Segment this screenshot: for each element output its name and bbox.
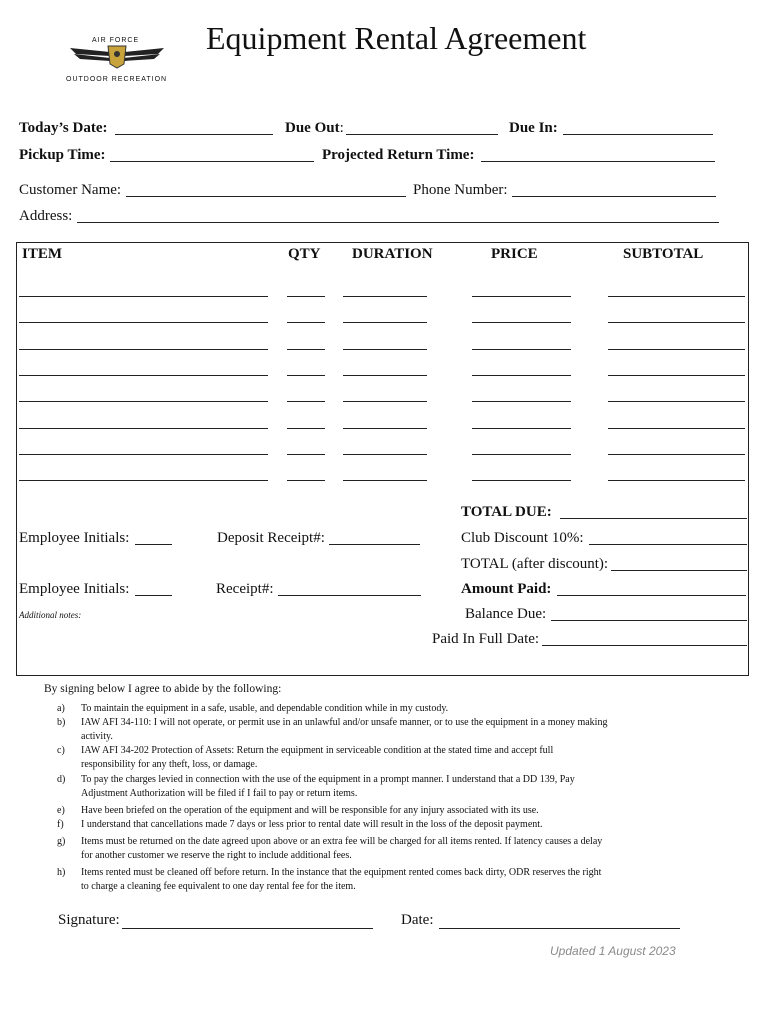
row-8-qty-field[interactable]: [287, 480, 325, 481]
phone-number-field[interactable]: [512, 196, 716, 197]
term-text-line: for another customer we reserve the right to include additional fees.: [81, 849, 352, 861]
deposit-receipt-field[interactable]: [329, 544, 420, 545]
term-item: [57, 818, 697, 832]
term-item: [57, 835, 697, 862]
pickup-time-field[interactable]: [110, 161, 314, 162]
due-out-label: Due Out:: [285, 120, 344, 136]
row-6-qty-field[interactable]: [287, 428, 325, 429]
signature-row: [58, 912, 120, 929]
term-item: [57, 716, 697, 743]
row-6-item-field[interactable]: [19, 428, 268, 429]
row-5-qty-field[interactable]: [287, 401, 325, 402]
row-7-subtotal-field[interactable]: [608, 454, 745, 455]
club-discount-field[interactable]: [589, 544, 747, 545]
logo-top-text: AIR FORCE: [92, 37, 140, 44]
employee-initials-field-1[interactable]: [135, 544, 172, 545]
todays-date-field[interactable]: [115, 134, 273, 135]
row-1-duration-field[interactable]: [343, 296, 427, 297]
total-after-discount-field[interactable]: [611, 570, 747, 571]
term-text-line: To maintain the equipment in a safe, usable, and dependable condition while in my custody.: [81, 703, 449, 714]
employee-initials-field-2[interactable]: [135, 595, 172, 596]
term-text-line: IAW AFI 34-202 Protection of Assets: Return the equipment in serviceable condition at the stated time and accept full: [81, 745, 554, 756]
rental-items-box: [16, 242, 749, 676]
date-field[interactable]: [439, 928, 680, 929]
term-item: [57, 744, 697, 771]
col-header-item: ITEM: [22, 246, 63, 262]
term-text-line: Items must be returned on the date agreed upon above or an extra fee will be charged for all items rented. If latency causes a delay: [81, 836, 603, 847]
customer-name-field[interactable]: [126, 196, 406, 197]
row-3-qty-field[interactable]: [287, 349, 325, 350]
term-text-line: I understand that cancellations made 7 days or less prior to rental date will result in the loss of the deposit payment.: [81, 819, 543, 830]
col-header-price: PRICE: [491, 246, 538, 262]
term-label: b): [57, 717, 66, 728]
page-title: Equipment Rental Agreement: [206, 20, 587, 56]
logo-bottom-text: OUTDOOR RECREATION: [66, 76, 168, 83]
term-text-line: To pay the charges levied in connection with the use of the equipment in a prompt manner. I understand that a DD 139, Pay: [81, 774, 575, 785]
term-text: [81, 744, 691, 771]
additional-notes-label: Additional notes:: [19, 610, 82, 620]
row-1-price-field[interactable]: [472, 296, 571, 297]
row-7-item-field[interactable]: [19, 454, 268, 455]
paid-in-full-date-label: Paid In Full Date:: [432, 631, 540, 647]
term-label: c): [57, 745, 65, 756]
row-1-qty-field[interactable]: [287, 296, 325, 297]
term-text: [81, 866, 691, 893]
due-in-label: Due In:: [509, 120, 558, 136]
term-text-line: Adjustment Authorization will be filed if I fail to pay or return items.: [81, 787, 358, 799]
term-label: a): [57, 703, 65, 714]
total-due-label: TOTAL DUE:: [461, 504, 552, 520]
col-header-duration: DURATION: [352, 246, 433, 262]
row-5-item-field[interactable]: [19, 401, 268, 402]
address-field[interactable]: [77, 222, 719, 223]
todays-date-label: Today’s Date:: [19, 120, 108, 136]
row-4-qty-field[interactable]: [287, 375, 325, 376]
due-out-field[interactable]: [346, 134, 498, 135]
row-5-price-field[interactable]: [472, 401, 571, 402]
row-7-price-field[interactable]: [472, 454, 571, 455]
pickup-time-label: Pickup Time:: [19, 147, 106, 163]
term-text: [81, 835, 691, 862]
row-7-duration-field[interactable]: [343, 454, 427, 455]
row-4-item-field[interactable]: [19, 375, 268, 376]
projected-return-label: Projected Return Time:: [322, 147, 475, 163]
employee-initials-label-1: Employee Initials:: [19, 530, 130, 546]
row-2-duration-field[interactable]: [343, 322, 427, 323]
row-2-subtotal-field[interactable]: [608, 322, 745, 323]
term-text: [81, 804, 691, 818]
term-label: g): [57, 836, 66, 847]
term-text: [81, 702, 691, 716]
balance-due-field[interactable]: [551, 620, 747, 621]
row-8-duration-field[interactable]: [343, 480, 427, 481]
row-1-item-field[interactable]: [19, 296, 268, 297]
employee-initials-label-2: Employee Initials:: [19, 581, 130, 597]
term-text-line: Have been briefed on the operation of the equipment and will be responsible for any injury associated with its use.: [81, 805, 539, 816]
row-7-qty-field[interactable]: [287, 454, 325, 455]
row-8-subtotal-field[interactable]: [608, 480, 745, 481]
receipt-label: Receipt#:: [216, 581, 274, 597]
row-6-duration-field[interactable]: [343, 428, 427, 429]
date-label: Date:: [401, 912, 434, 928]
term-item: [57, 773, 697, 800]
paid-in-full-date-field[interactable]: [542, 645, 747, 646]
row-1-subtotal-field[interactable]: [608, 296, 745, 297]
row-5-duration-field[interactable]: [343, 401, 427, 402]
customer-name-label: Customer Name:: [19, 182, 122, 198]
col-header-subtotal: SUBTOTAL: [623, 246, 704, 262]
terms-intro: By signing below I agree to abide by the following:: [44, 683, 282, 695]
term-text: [81, 716, 691, 743]
phone-number-label: Phone Number:: [413, 182, 508, 198]
term-item: [57, 866, 697, 893]
air-force-odr-logo: [62, 34, 172, 88]
address-label: Address:: [19, 208, 73, 224]
row-8-price-field[interactable]: [472, 480, 571, 481]
term-text: [81, 818, 691, 832]
due-in-field[interactable]: [563, 134, 713, 135]
balance-due-label: Balance Due:: [465, 606, 547, 622]
row-3-duration-field[interactable]: [343, 349, 427, 350]
row-8-item-field[interactable]: [19, 480, 268, 481]
row-6-subtotal-field[interactable]: [608, 428, 745, 429]
term-text-line: activity.: [81, 730, 113, 742]
total-due-field[interactable]: [560, 518, 747, 519]
total-after-discount-label: TOTAL (after discount):: [461, 556, 609, 572]
row-2-qty-field[interactable]: [287, 322, 325, 323]
term-text-line: Items rented must be cleaned off before return. In the instance that the equipment rented comes back dirty, ODR reserves the right: [81, 867, 602, 878]
col-header-qty: QTY: [288, 246, 321, 262]
row-3-subtotal-field[interactable]: [608, 349, 745, 350]
amount-paid-label: Amount Paid:: [461, 581, 552, 597]
term-text-line: to charge a cleaning fee equivalent to one day rental fee for the item.: [81, 880, 356, 892]
row-2-price-field[interactable]: [472, 322, 571, 323]
signature-field[interactable]: [122, 928, 373, 929]
row-5-subtotal-field[interactable]: [608, 401, 745, 402]
signature-label: Signature:: [58, 912, 120, 928]
amount-paid-field[interactable]: [557, 595, 746, 596]
row-4-duration-field[interactable]: [343, 375, 427, 376]
receipt-field[interactable]: [278, 595, 421, 596]
projected-return-field[interactable]: [481, 161, 715, 162]
updated-date-note: Updated 1 August 2023: [550, 944, 676, 958]
term-text: [81, 773, 691, 800]
row-6-price-field[interactable]: [472, 428, 571, 429]
club-discount-label: Club Discount 10%:: [461, 530, 584, 546]
term-item: [57, 804, 697, 818]
row-4-price-field[interactable]: [472, 375, 571, 376]
term-label: h): [57, 867, 66, 878]
row-4-subtotal-field[interactable]: [608, 375, 745, 376]
term-label: f): [57, 819, 64, 830]
row-2-item-field[interactable]: [19, 322, 268, 323]
term-text-line: IAW AFI 34-110: I will not operate, or permit use in an unlawful and/or unsafe manner, or to use the equipment in a money making: [81, 717, 608, 728]
term-label: d): [57, 774, 66, 785]
row-3-price-field[interactable]: [472, 349, 571, 350]
term-text-line: responsibility for any theft, loss, or damage.: [81, 758, 258, 770]
deposit-receipt-label: Deposit Receipt#:: [217, 530, 325, 546]
term-item: [57, 702, 697, 716]
term-label: e): [57, 805, 65, 816]
row-3-item-field[interactable]: [19, 349, 268, 350]
